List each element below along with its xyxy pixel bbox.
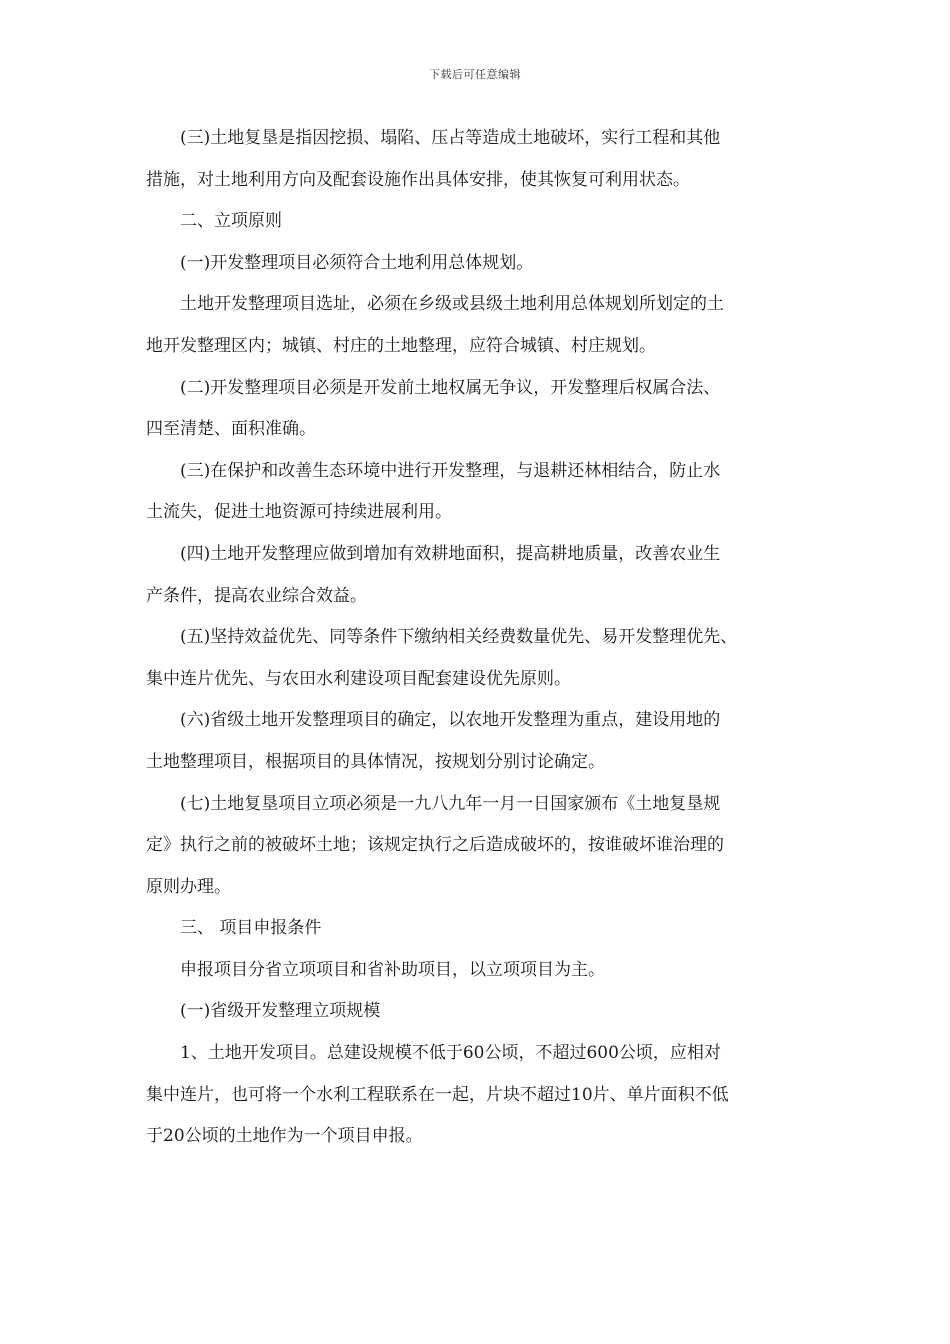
paragraph-line: 集中连片优先、与农田水利建设项目配套建设优先原则。: [146, 668, 571, 689]
paragraph-line: (一)开发整理项目必须符合土地利用总体规划。: [180, 252, 534, 273]
paragraph-line: (四)土地开发整理应做到增加有效耕地面积，提高耕地质量，改善农业生: [180, 543, 721, 564]
paragraph-line: 申报项目分省立项项目和省补助项目，以立项项目为主。: [180, 959, 605, 980]
subsection-heading: (一)省级开发整理立项规模: [180, 1001, 381, 1022]
paragraph-line: 土流失，促进土地资源可持续进展利用。: [146, 502, 452, 523]
section-heading: 三、 项目申报条件: [180, 918, 322, 939]
paragraph-line: 集中连片，也可将一个水利工程联系在一起，片块不超过10片、单片面积不低: [146, 1084, 729, 1105]
paragraph-line: (三)土地复垦是指因挖损、塌陷、压占等造成土地破坏，实行工程和其他: [180, 128, 721, 148]
paragraph-line: 产条件，提高农业综合效益。: [146, 585, 367, 606]
paragraph-line: 土地整理项目，根据项目的具体情况，按规划分别讨论确定。: [146, 751, 605, 772]
paragraph-line: 定》执行之前的被破坏土地；该规定执行之后造成破坏的，按谁破坏谁治理的: [146, 835, 724, 856]
paragraph-line: 土地开发整理项目选址，必须在乡级或县级土地利用总体规划所划定的土: [180, 294, 724, 315]
paragraph-line: (三)在保护和改善生态环境中进行开发整理，与退耕还林相结合，防止水: [180, 460, 721, 481]
paragraph-line: (六)省级土地开发整理项目的确定，以农地开发整理为重点，建设用地的: [180, 710, 721, 731]
paragraph-line: 1、土地开发项目。总建设规模不低于60公顷，不超过600公顷，应相对: [180, 1043, 721, 1064]
paragraph-line: (二)开发整理项目必须是开发前土地权属无争议，开发整理后权属合法、: [180, 377, 721, 398]
paragraph-line: (七)土地复垦项目立项必须是一九八九年一月一日国家颁布《土地复垦规: [180, 793, 721, 814]
document-body: [146, 118, 810, 1158]
paragraph-line: (五)坚持效益优先、同等条件下缴纳相关经费数量优先、易开发整理优先、: [180, 627, 738, 648]
page-header: 下载后可任意编辑: [429, 68, 521, 81]
section-heading: 二、立项原则: [180, 211, 282, 232]
paragraph-line: 地开发整理区内；城镇、村庄的土地整理，应符合城镇、村庄规划。: [146, 335, 656, 356]
paragraph-line: 于20公顷的土地作为一个项目申报。: [146, 1126, 423, 1147]
paragraph-line: 四至清楚、面积准确。: [146, 419, 316, 440]
paragraph-line: 措施，对土地利用方向及配套设施作出具体安排，使其恢复可利用状态。: [146, 169, 690, 190]
paragraph-line: 原则办理。: [146, 876, 231, 897]
